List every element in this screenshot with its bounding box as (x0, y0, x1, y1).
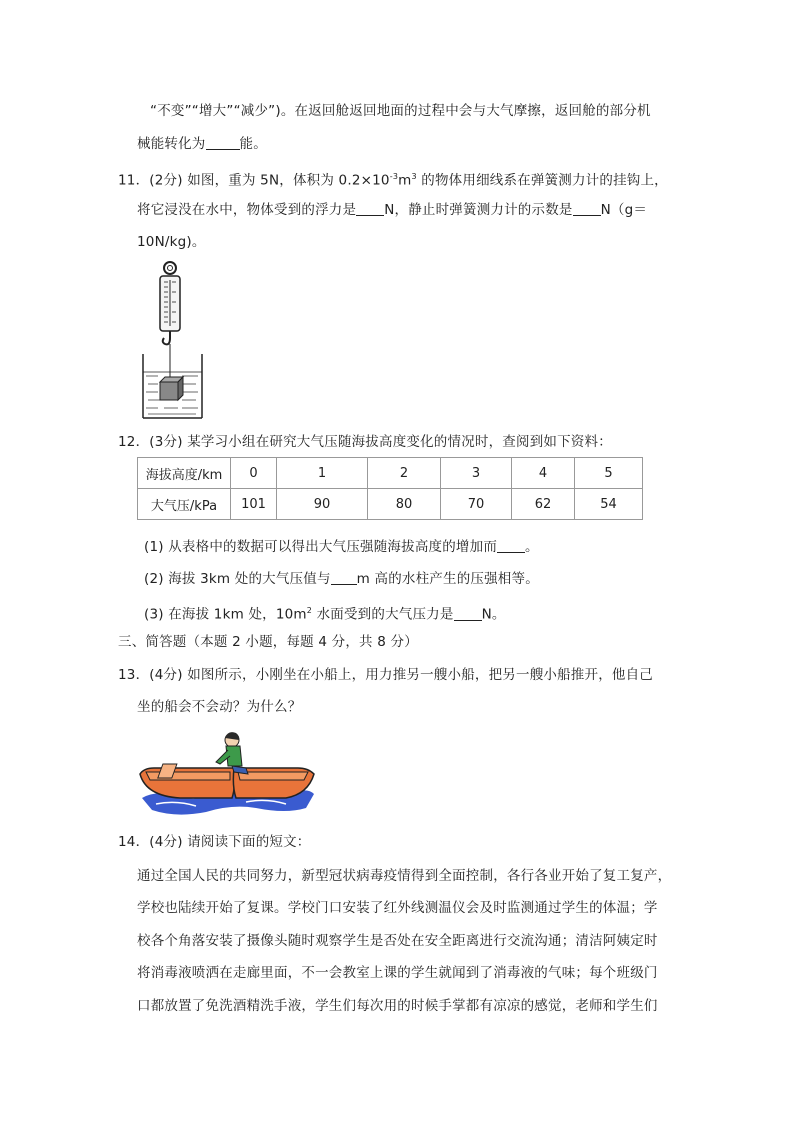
spring-scale-diagram (138, 258, 208, 424)
q14-intro: 14．(4分) 请阅读下面的短文： (118, 834, 311, 850)
q11-line2: 将它浸没在水中，物体受到的浮力是 N，静止时弹簧测力计的示数是 N（g＝ (137, 202, 648, 218)
answer-blank[interactable] (356, 201, 384, 216)
q13-line1: 13．(4分) 如图所示，小刚坐在小船上，用力推另一艘小船，把另一艘小船推开，他自己 (118, 667, 653, 683)
q10-line1: “不变”“增大”“减少”)。在返回舱返回地面的过程中会与大气摩擦，返回舱的部分机 (150, 103, 651, 119)
answer-blank[interactable] (573, 201, 601, 216)
table-cell: 4 (512, 458, 575, 489)
q13-line2: 坐的船会不会动？为什么？ (137, 699, 302, 715)
q14-passage-line: 通过全国人民的共同努力，新型冠状病毒疫情得到全面控制，各行各业开始了复工复产， (137, 868, 672, 884)
answer-blank[interactable] (454, 606, 482, 621)
table-cell: 70 (441, 489, 512, 520)
q12-intro: 12．(3分) 某学习小组在研究大气压随海拔高度变化的情况时，查阅到如下资料： (118, 434, 612, 450)
q11-line3: 10N/kg)。 (137, 234, 206, 250)
table-cell: 1 (277, 458, 368, 489)
q11-line1: 11．(2分) 如图，重为 5N，体积为 $0.2\times 10^{-3}m^3$ 的物体用细线系在弹簧测力计的挂钩上， (118, 172, 668, 189)
boats-illustration (136, 728, 316, 818)
answer-blank[interactable] (206, 135, 240, 150)
q14-passage-line: 将消毒液喷洒在走廊里面，不一会教室上课的学生就闻到了消毒液的气味；每个班级门 (137, 965, 658, 981)
table-cell: 101 (231, 489, 277, 520)
table-cell: 90 (277, 489, 368, 520)
table-cell: 0 (231, 458, 277, 489)
answer-blank[interactable] (497, 538, 525, 553)
table-cell: 62 (512, 489, 575, 520)
table-cell: 2 (368, 458, 441, 489)
table-cell: 54 (575, 489, 643, 520)
q12-sub3: (3) 在海拔 1km 处，$10m^2$ 水面受到的大气压力是 N。 (144, 606, 506, 623)
q10-line2: 械能转化为 能。 (137, 136, 267, 152)
q14-passage-line: 口都放置了免洗酒精洗手液，学生们每次用的时候手掌都有凉凉的感觉，老师和学生们 (137, 998, 658, 1014)
table-row (138, 458, 643, 489)
section-heading: 三、简答题（本题 2 小题，每题 4 分，共 8 分） (118, 634, 418, 650)
table-row (138, 489, 643, 520)
q14-passage-line: 学校也陆续开始了复课。学校门口安装了红外线测温仪会及时监测通过学生的体温；学 (137, 900, 658, 916)
q14-passage-line: 校各个角落安装了摄像头随时观察学生是否处在安全距离进行交流沟通；清洁阿姨定时 (137, 933, 658, 949)
table-cell: 80 (368, 489, 441, 520)
answer-blank[interactable] (331, 570, 357, 585)
altitude-pressure-table (137, 457, 643, 520)
q12-sub2: (2) 海拔 3km 处的大气压值与 m 高的水柱产生的压强相等。 (144, 571, 539, 587)
q12-sub1: (1) 从表格中的数据可以得出大气压强随海拔高度的增加而 。 (144, 539, 539, 555)
table-cell: 5 (575, 458, 643, 489)
table-header-cell: 大气压/kPa (138, 489, 231, 520)
table-cell: 3 (441, 458, 512, 489)
table-header-cell: 海拔高度/km (138, 458, 231, 489)
